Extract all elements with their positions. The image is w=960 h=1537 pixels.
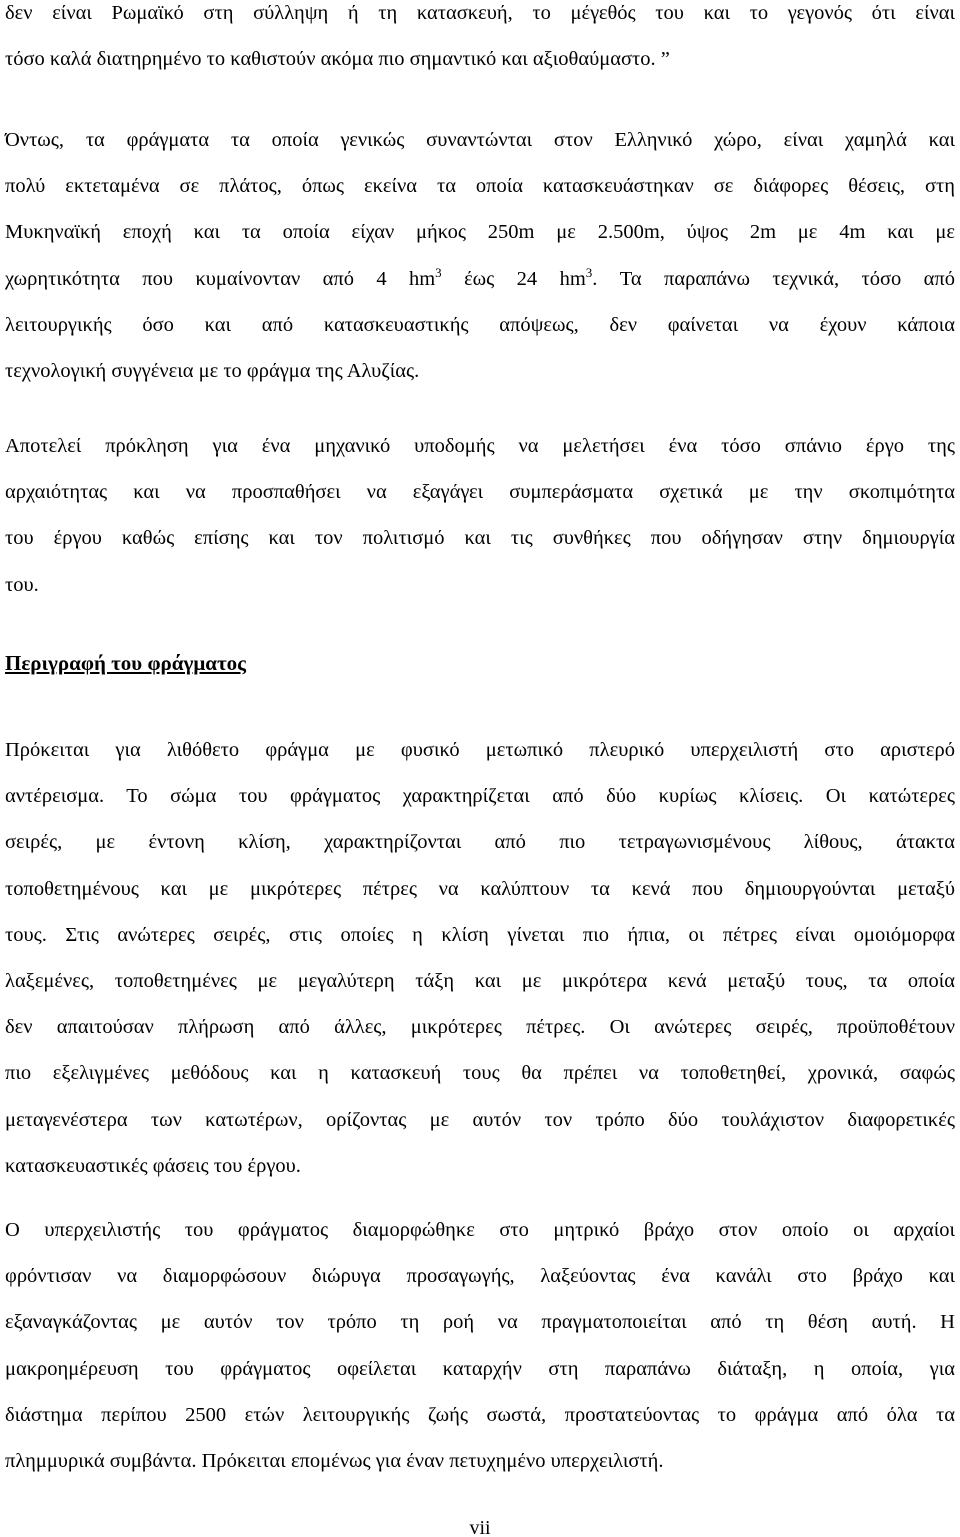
text-line: τεχνολογική συγγένεια με το φράγμα της Αλυζίας. xyxy=(5,359,420,382)
page-number: vii xyxy=(469,1517,491,1537)
superscript: 3 xyxy=(435,264,442,280)
text-line: φρόντισαν να διαμορφώσουν διώρυγα προσαγωγής, λαξεύοντας ένα κανάλι στο βράχο και xyxy=(5,1265,955,1288)
text-line: αντέρεισμα. Το σώμα του φράγματος χαρακτηρίζεται από δύο κυρίως κλίσεις. Οι κατώτερες xyxy=(5,785,955,808)
paragraph-dam-description xyxy=(5,727,955,1189)
text-segment: χωρητικότητα που κυμαίνονταν από 4 hm xyxy=(5,267,436,290)
text-line: λαξεμένες, τοποθετημένες με μεγαλύτερη τάξη και με μικρότερα κενά μεταξύ τους, τα οποία xyxy=(5,969,955,992)
text-line: Πρόκειται για λιθόθετο φράγμα με φυσικό μετωπικό πλευρικό υπερχειλιστή στο αριστερό xyxy=(5,739,955,761)
text-line: του. xyxy=(5,573,39,596)
paragraph-spillway xyxy=(5,1207,955,1484)
text-line: πιο εξελιγμένες μεθόδους και η κατασκευή τους θα πρέπει να τοποθετηθεί, χρονικά, σαφώς xyxy=(5,1062,955,1085)
text-line: σειρές, με έντονη κλίση, χαρακτηρίζονται από πιο τετραγωνισμένους λίθους, άτακτα xyxy=(5,831,955,854)
superscript: 3 xyxy=(585,264,593,280)
section-heading: Περιγραφή του φράγματος xyxy=(5,651,246,675)
paragraph-challenge xyxy=(5,423,955,608)
text-line: Μυκηναϊκή εποχή και τα οποία είχαν μήκος 250m με 2.500m, ύψος 2m με 4m και με xyxy=(5,221,955,244)
text-line: μακροημέρευση του φράγματος οφείλεται καταρχήν στη παραπάνω διάταξη, η οποία, για xyxy=(5,1357,955,1380)
text-line-with-units xyxy=(5,256,955,302)
text-line: εξαναγκάζοντας με αυτόν τον τρόπο τη ροή να πραγματοποιείται από τη θέση αυτή. Η xyxy=(5,1311,955,1334)
text-line: Αποτελεί πρόκληση για ένα μηχανικό υποδομής να μελετήσει ένα τόσο σπάνιο έργο της xyxy=(5,435,955,457)
text-line: κατασκευαστικές φάσεις του έργου. xyxy=(5,1154,301,1177)
text-line: τους. Στις ανώτερες σειρές, στις οποίες η κλίση γίνεται πιο ήπια, οι πέτρες είναι ομοιόμορφα xyxy=(5,923,955,946)
text-line: μεταγενέστερα των κατωτέρων, ορίζοντας με αυτόν τον τρόπο δύο τουλάχιστον διαφορετικές xyxy=(5,1108,955,1131)
text-line: πολύ εκτεταμένα σε πλάτος, όπως εκείνα τα οποία κατασκευάστηκαν σε διάφορες θέσεις, στη xyxy=(5,175,955,198)
paragraph-quote-ending xyxy=(5,0,955,82)
text-line: διάστημα περίπου 2500 ετών λειτουργικής ζωής σωστά, προστατεύοντας το φράγμα από όλα τα xyxy=(5,1403,955,1426)
text-line: λειτουργικής όσο και από κατασκευαστικής απόψεως, δεν φαίνεται να έχουν κάποια xyxy=(5,313,955,336)
text-line: Όντως, τα φράγματα τα οποία γενικώς συναντώνται στον Ελληνικό χώρο, είναι χαμηλά και xyxy=(5,129,955,151)
text-line: πλημμυρικά συμβάντα. Πρόκειται επομένως για έναν πετυχημένο υπερχειλιστή. xyxy=(5,1449,664,1472)
text-line: δεν είναι Ρωμαϊκό στη σύλληψη ή τη κατασκευή, το μέγεθός του και το γεγονός ότι είναι xyxy=(5,2,955,24)
text-segment: . Τα παραπάνω τεχνικά, τόσο από xyxy=(592,267,955,290)
text-line: τοποθετημένους και με μικρότερες πέτρες να καλύπτουν τα κενά που δημιουργούνται μεταξύ xyxy=(5,877,955,900)
text-segment: έως 24 hm xyxy=(441,267,586,290)
text-line: αρχαιότητας και να προσπαθήσει να εξαγάγει συμπεράσματα σχετικά με την σκοπιμότητα xyxy=(5,481,955,504)
text-line: Ο υπερχειλιστής του φράγματος διαμορφώθηκε στο μητρικό βράχο στον οποίο οι αρχαίοι xyxy=(5,1219,955,1241)
paragraph-greek-dams xyxy=(5,117,955,394)
text-line: του έργου καθώς επίσης και τον πολιτισμό και τις συνθήκες που οδήγησαν στην δημιουργία xyxy=(5,527,955,550)
text-line: τόσο καλά διατηρημένο το καθιστούν ακόμα πιο σημαντικό και αξιοθαύμαστο. ” xyxy=(5,48,670,71)
text-line: δεν απαιτούσαν πλήρωση από άλλες, μικρότερες πέτρες. Οι ανώτερες σειρές, προϋποθέτουν xyxy=(5,1016,955,1039)
